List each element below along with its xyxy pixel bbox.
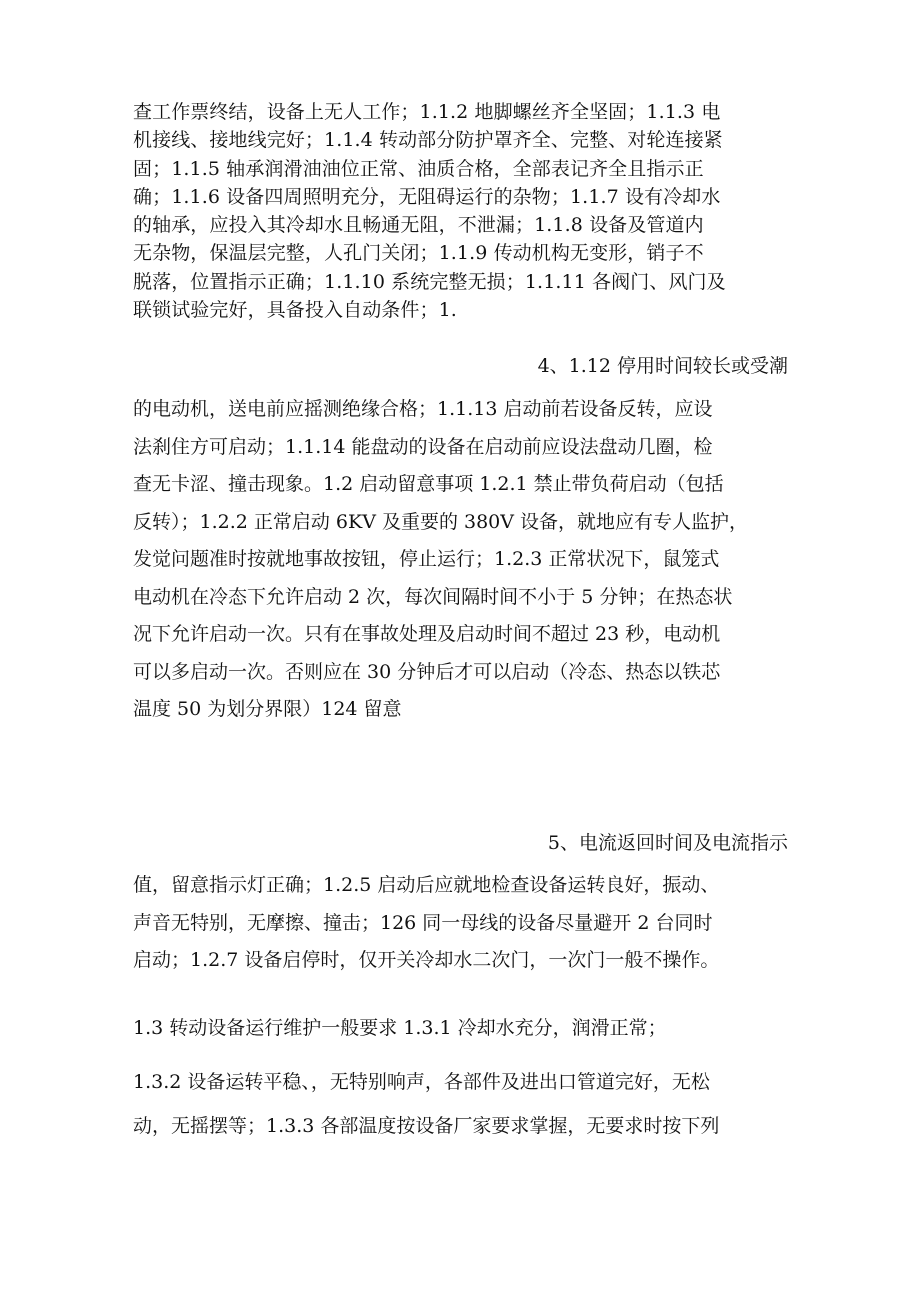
text-line: 声音无特别，无摩擦、撞击；126 同一母线的设备尽量避开 2 台同时: [133, 911, 713, 934]
text-line: 值，留意指示灯正确；1.2.5 启动后应就地检查设备运转良好，振动、: [133, 874, 720, 896]
text-line: 况下允许启动一次。只有在事故处理及启动时间不超过 23 秒，电动机: [133, 623, 721, 645]
text-line: 反转）；1.2.2 正常启动 6KV 及重要的 380V 设备，就地应有专人监护，: [133, 510, 749, 533]
text-line: 法刹住方可启动；1.1.14 能盘动的设备在启动前应设法盘动几圈，检: [133, 435, 713, 458]
text-line: 启动；1.2.7 设备启停时，仅开关冷却水二次门，一次门一般不操作。: [133, 949, 720, 971]
text-line: 的轴承，应投入其冷却水且畅通无阻，不泄漏；1.1.8 设备及管道内: [133, 214, 704, 237]
section-heading-4: [133, 348, 788, 386]
text-line: 可以多启动一次。否则应在 30 分钟后才可以启动（冷态、热态以铁芯: [133, 660, 721, 683]
text-line: 机接线、接地线完好；1.1.4 转动部分防护罩齐全、完整、对轮连接紧: [133, 129, 723, 152]
text-line: 1.3.2 设备运转平稳、，无特别响声，各部件及进出口管道完好，无松: [133, 1071, 710, 1093]
paragraph-2: [133, 391, 748, 729]
heading-text: 5、电流返回时间及电流指示: [547, 832, 788, 854]
paragraph-4: [133, 1060, 719, 1148]
text-line: 的电动机，送电前应摇测绝缘合格；1.1.13 启动前若设备反转，应设: [133, 398, 713, 420]
text-line: 查无卡涩、撞击现象。1.2 启动留意事项 1.2.1 禁止带负荷启动（包括: [133, 473, 724, 495]
text-line: 无杂物，保温层完整，人孔门关闭；1.1.9 传动机构无变形，销子不: [133, 242, 704, 265]
text-line: 发觉问题准时按就地事故按钮，停止运行；1.2.3 正常状况下，鼠笼式: [133, 548, 720, 570]
text-line: 查工作票终结，设备上无人工作；1.1.2 地脚螺丝齐全坚固；1.1.3 电: [133, 101, 721, 123]
text-line: 脱落，位置指示正确；1.1.10 系统完整无损；1.1.11 各阀门、风门及: [133, 270, 726, 293]
paragraph-3: [133, 867, 719, 980]
section-heading-5: [133, 825, 788, 863]
text-line: 联锁试验完好，具备投入自动条件；1.: [133, 299, 457, 322]
paragraph-1-3: [133, 1010, 667, 1048]
text-line: 电动机在冷态下允许启动 2 次，每次间隔时间不小于 5 分钟；在热态状: [133, 585, 733, 608]
text-line: 动，无摇摆等；1.3.3 各部温度按设备厂家要求掌握，无要求时按下列: [133, 1115, 720, 1137]
text-line: 确；1.1.6 设备四周照明充分，无阻碍运行的杂物；1.1.7 设有冷却水: [133, 185, 721, 208]
text-line: 温度 50 为划分界限）124 留意: [133, 698, 402, 720]
text-line: 固；1.1.5 轴承润滑油油位正常、油质合格，全部表记齐全且指示正: [133, 157, 704, 180]
paragraph-1: [133, 98, 726, 324]
heading-text: 4、1.12 停用时间较长或受潮: [537, 355, 788, 377]
text-line: 1.3 转动设备运行维护一般要求 1.3.1 冷却水充分，润滑正常；: [133, 1017, 667, 1039]
